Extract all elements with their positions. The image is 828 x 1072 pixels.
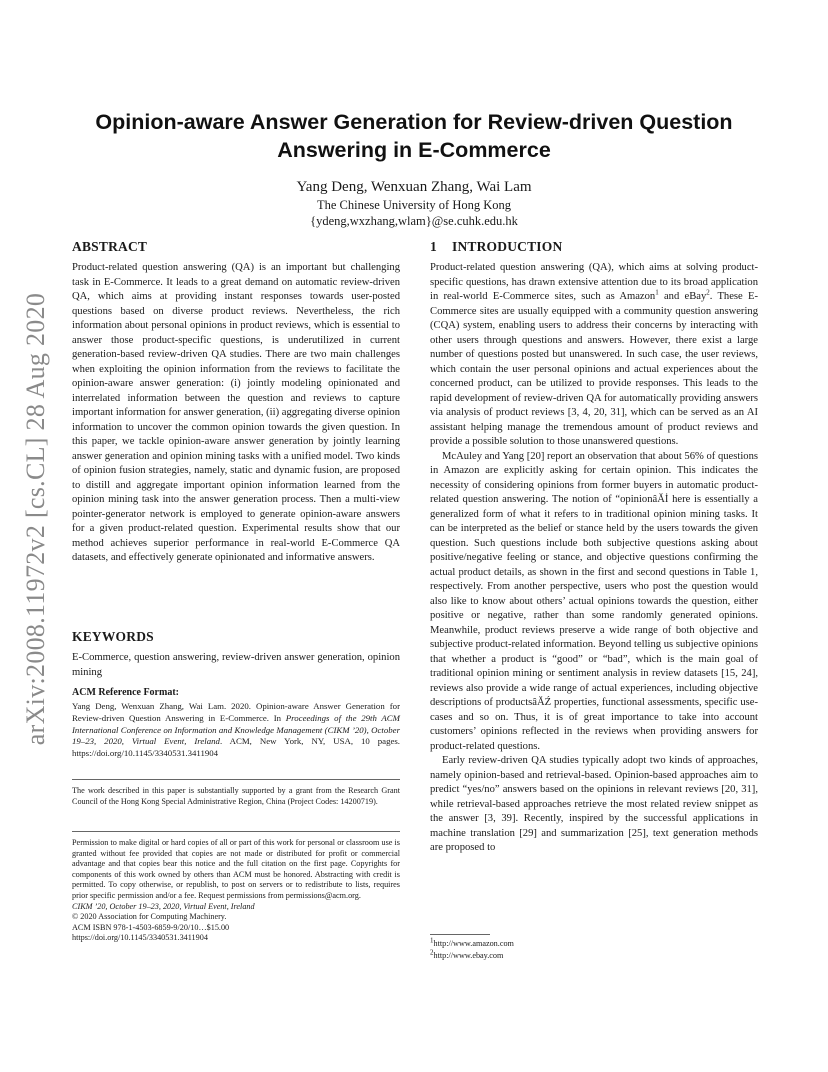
footnote-1	[430, 938, 514, 949]
footnote-ref-2: 2	[706, 288, 710, 297]
acm-reference-section	[72, 686, 400, 760]
funding-note: The work described in this paper is substantially supported by a grant from the Research Grant Council of the Hong Kong Special Administrative Region, China (Project Codes: 14200719).	[72, 786, 400, 806]
introduction-heading	[430, 238, 758, 256]
footnote-2-text: http://www.ebay.com	[433, 951, 504, 960]
introduction-paragraph-3: Early review-driven QA studies typically adopt two kinds of approaches, namely opinion-based and retrieval-based. Opinion-based approaches aim to predict “yes/no” answers based on the opinions in relevant reviews [20, 31], while retrieval-based approaches retrieve the most related review snippet as the answer [3, 39]. Recently, inspired by the successful applications in machine translation [29] and summarization [25], text generation methods are proposed to	[430, 755, 758, 853]
abstract-section	[72, 238, 400, 566]
funding-divider	[72, 779, 400, 780]
paper-authors: Yang Deng, Wenxuan Zhang, Wai Lam	[296, 179, 532, 195]
introduction-p1-text-c: . These E-Commerce sites are usually equipped with a community question answering (CQA) system, enabling users to address their concerns by interacting with other users through questions and answers. However, there exist a large number of questions posted but unanswered. In such case, the user reviews, which contain the user personal opinions and actual experiences about the concerned product, can be utilized to provide responses. This leads to the rapid development of review-driven QA for automatically providing answers via analysis of product reviews [3, 4, 20, 31], which can be served as an AI assistant helping manage the tremendous amount of product reviews and provide a possible solution to those unanswered questions.	[430, 291, 758, 447]
permission-divider	[72, 831, 400, 832]
footnote-2	[430, 950, 503, 961]
acm-reference-text	[72, 701, 400, 760]
paper-title: Opinion-aware Answer Generation for Review-driven Question Answering in E-Commerce	[95, 110, 733, 162]
introduction-number: 1	[430, 239, 437, 254]
introduction-p1-text-b: and eBay	[658, 291, 707, 302]
acm-reference-venue: Proceedings of the 29th ACM International Conference on Information and Knowledge Management (CIKM ’20), October 19–23, 2020, Virtual Event, Ireland	[72, 712, 400, 747]
permission-doi: https://doi.org/10.1145/3340531.3411904	[72, 933, 208, 943]
permission-copyright: © 2020 Association for Computing Machinery.	[72, 912, 227, 922]
paper-email: {ydeng,wxzhang,wlam}@se.cuhk.edu.hk	[310, 214, 518, 228]
acm-reference-part1: Yang Deng, Wenxuan Zhang, Wai Lam. 2020. Opinion-aware Answer Generation for Review-driven Question Answering in E-Commerce. In	[72, 701, 400, 723]
introduction-heading-text: INTRODUCTION	[452, 239, 563, 254]
permission-section	[72, 838, 400, 944]
introduction-paragraph-2: McAuley and Yang [20] report an observation that about 56% of questions in Amazon are explicitly asking for certain opinion. This indicates the necessity of considering opinions from former buyers in automatic product-related question answering. The notion of “opinionâĂİ here is essentially a generalized form of what it refers to in traditional opinion mining tasks. It can be interpreted as the belief or stance held by the users towards the given question. Such questions include both subjective questions asking about positive/negative feeling or stance, and objective questions confirming the actual product details, as shown in the first and second questions in Table 1, respectively. From another perspective, users who post the question would also like to know about others’ actual opinions towards the question, either positive or negative, rather than some randomly generated opinions. Meanwhile, product reviews preserve a wide range of both objective and subjective product-related information. Beyond telling us subjective opinions that whether a product is “good” or “bad”, which is the main goal of traditional opinion mining or sentiment analysis in review datasets [15, 24], reviews also provide a wide range of actual experiences, including objective descriptions of productsâĂŹ properties, functional assessments, specific use-cases and so on. Thus, it is of great importance to take into account customers’ opinions reflected in the reviews when providing answers for product-related questions.	[430, 450, 758, 752]
introduction-paragraph-1	[430, 261, 758, 450]
footnote-1-mark: 1	[430, 936, 434, 945]
acm-reference-part2: . ACM, New York, NY, USA, 10 pages. https://doi.org/10.1145/3340531.3411904	[72, 736, 400, 759]
arxiv-stamp-text: arXiv:2008.11972v2 [cs.CL] 28 Aug 2020	[21, 292, 50, 746]
keywords-section	[72, 628, 400, 680]
footnote-ref-1: 1	[655, 288, 659, 297]
permission-venue-text: CIKM ’20, October 19–23, 2020, Virtual Event, Ireland	[72, 901, 255, 911]
permission-text: Permission to make digital or hard copies of all or part of this work for personal or classroom use is granted without fee provided that copies are not made or distributed for profit or commercial advantage and that copies bear this notice and the full citation on the first page. Copyrights for components of this work owned by others than ACM must be honored. Abstracting with credit is permitted. To copy otherwise, or republish, to post on servers or to redistribute to lists, requires prior specific permission and/or a fee. Request permissions from permissions@acm.org.	[72, 838, 400, 900]
footnote-2-mark: 2	[430, 948, 434, 957]
keywords-heading: KEYWORDS	[72, 629, 154, 644]
introduction-section	[430, 238, 758, 856]
footnote-divider	[430, 934, 490, 935]
introduction-p1-text-a: Product-related question answering (QA), which aims at solving product-specific questions, has drawn extensive attention due to its broad application in real-world E-Commerce sites, such as Amazon	[430, 262, 758, 302]
keywords-text: E-Commerce, question answering, review-driven answer generation, opinion mining	[72, 652, 400, 678]
arxiv-stamp	[14, 284, 58, 754]
funding-section	[72, 786, 400, 807]
permission-isbn: ACM ISBN 978-1-4503-6859-9/20/10…$15.00	[72, 922, 230, 932]
footnote-1-text: http://www.amazon.com	[433, 939, 514, 948]
permission-venue	[72, 902, 400, 913]
abstract-heading: ABSTRACT	[72, 239, 148, 254]
paper-affiliation: The Chinese University of Hong Kong	[316, 198, 512, 212]
abstract-text: Product-related question answering (QA) is an important but challenging task in E-Commerce. It leads to a great demand on automatic review-driven QA, which aims at providing instant responses towards user-posted questions based on diverse product reviews. Nevertheless, the rich information about personal opinions in product reviews, which is essential to answer those product-specific questions, is underutilized in current generation-based review-driven QA studies. There are two main challenges when exploiting the opinion information from the reviews to facilitate the opinion-aware answer generation: (i) jointly modeling opinionated and interrelated information between the question and reviews to capture important information for answer generation, (ii) aggregating diverse opinion information to uncover the common opinion towards the given question. In this paper, we tackle opinion-aware answer generation by jointly learning answer generation and opinion mining tasks with a unified model. Two kinds of opinion fusion strategies, namely, static and dynamic fusion, are proposed to distill and aggregate important opinion information learned from the opinion mining task into the answer generation process. Then a multi-view pointer-generator network is employed to generate opinion-aware answers for a given product-related question. Experimental results show that our method achieves superior performance in real-world E-Commerce QA datasets, and effectively generate opinionated and informative answers.	[72, 262, 401, 563]
acm-reference-heading: ACM Reference Format:	[72, 687, 179, 698]
